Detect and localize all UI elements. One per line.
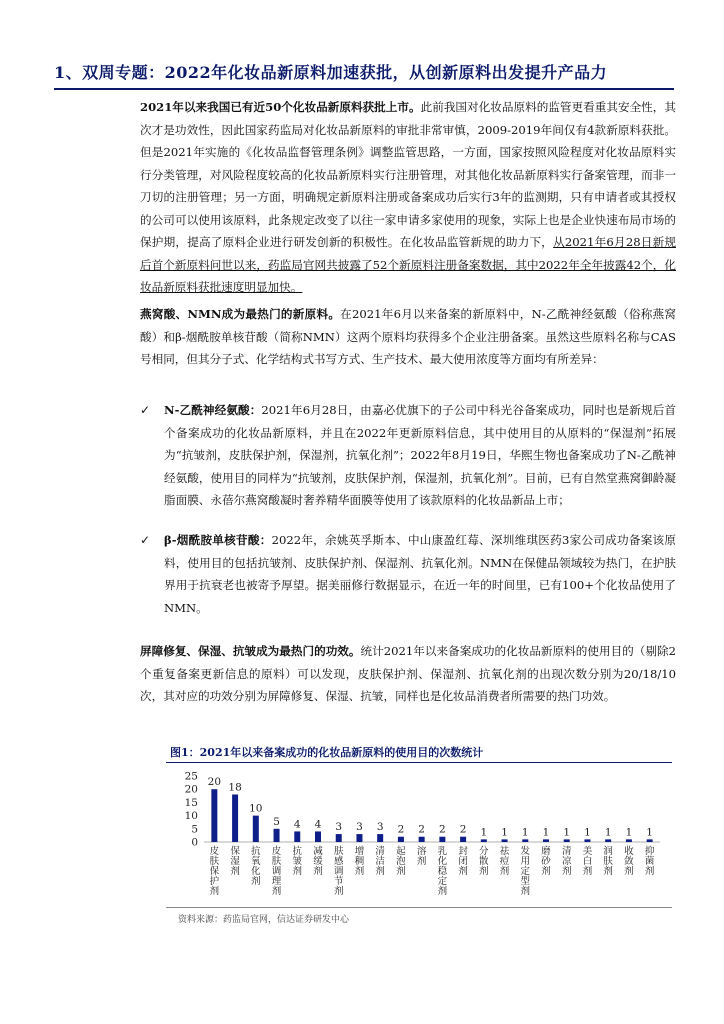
x-tick-label: 保湿剂 (230, 846, 240, 877)
x-tick-label: 皮肤保护剂 (209, 846, 220, 897)
y-tick-label: 0 (191, 836, 198, 849)
x-tick-label: 肤感调节剂 (333, 846, 344, 897)
data-label: 2 (439, 823, 446, 836)
bullet-body: 2022年，余姚英孚斯本、中山康盈红莓、深圳维琪医药3家公司成功备案该原料，使用目的包括抗皱剂、皮肤保护剂、保湿剂、抗氧化剂。NMN在保健品领域较为热门，在护肤界用于抗衰老也被寄予厚望。据美丽修行数据显示，在近一年的时间里，已有100+个化妆品使用了NMN。 (164, 533, 676, 615)
data-label: 1 (521, 826, 529, 839)
data-label: 1 (604, 826, 612, 839)
x-tick-label: 祛痘剂 (499, 846, 510, 877)
figure-title-rule (166, 762, 672, 763)
bar (274, 829, 280, 842)
bar (522, 839, 528, 842)
data-label: 2 (418, 823, 425, 836)
bar (253, 816, 259, 842)
figure-title: 图1：2021年以来备案成功的化妆品新原料的使用目的次数统计 (170, 746, 484, 759)
data-label: 18 (228, 781, 242, 794)
paragraph-lead: 屏障修复、保湿、抗皱成为最热门的功效。 (140, 644, 361, 658)
x-tick-label: 收敛剂 (624, 846, 634, 877)
x-tick-label: 抗氧化剂 (251, 846, 261, 887)
bar (356, 834, 362, 842)
title-underline (54, 88, 674, 90)
x-tick-label: 发用定型剂 (520, 846, 531, 897)
paragraph-hot-efficacy (140, 640, 676, 708)
x-tick-label: 分散剂 (479, 846, 489, 877)
x-tick-label: 美白剂 (582, 846, 593, 877)
bar (232, 794, 238, 842)
data-label: 4 (293, 818, 301, 831)
bar (460, 837, 466, 842)
data-label: 1 (625, 826, 633, 839)
data-label: 3 (376, 821, 384, 834)
data-label: 2 (459, 823, 467, 836)
paragraph-body: 统计2021年以来备案成功的化妆品新原料的使用目的（剔除2个重复备案更新信息的原料）可以发现，皮肤保护剂、保湿剂、抗氧化剂的出现次数分别为20/18/10次，其对应的功效分别为屏障修复、保湿、抗皱，同样也是化妆品消费者所需要的热门功效。 (140, 644, 676, 703)
bar (647, 839, 653, 842)
x-tick-label: 封闭剂 (458, 846, 468, 877)
y-tick-label: 5 (191, 823, 198, 836)
bar (439, 837, 445, 842)
paragraph-body: 在2021年6月以来备案的新原料中，N-乙酰神经氨酸（俗称燕窝酸）和β-烟酰胺单核苷酸（简称NMN）这两个原料均获得多个企业注册备案。虽然这些原料名称与CAS号相同，但其分子式、化学结构式书写方式、生产技术、最大使用浓度等方面均有所差异： (140, 307, 676, 366)
x-tick-label: 润肤剂 (603, 846, 613, 877)
y-tick-label: 20 (184, 783, 198, 796)
bar (564, 839, 570, 842)
x-tick-label: 清洁剂 (375, 846, 385, 877)
paragraph-lead: 燕窝酸、NMN成为最热门的新原料。 (140, 307, 341, 321)
data-label: 4 (314, 818, 322, 831)
usage-purpose-bar-chart (166, 764, 672, 904)
bullet-body: 2021年6月28日，由嘉必优旗下的子公司中科光谷备案成功，同时也是新规后首个备案成功的化妆品新原料，并且在2022年更新原料信息，其中使用目的从原料的“保湿剂”拓展为“抗皱剂，皮肤保护剂，保湿剂，抗氧化剂”；2022年8月19日，华熙生物也备案成功了N-乙酰神经氨酸，使用目的同样为“抗皱剂，皮肤保护剂，保湿剂，抗氧化剂”。目前，已有自然堂燕窝御龄凝脂面膜、永蓓尔燕窝酸凝时奢养精华面膜等使用了该款原料的化妆品新品上市； (164, 403, 676, 507)
bullet-text (164, 529, 676, 619)
x-tick-label: 减缓剂 (313, 846, 323, 877)
data-label: 5 (273, 815, 280, 828)
paragraph-underlined: 从2021年6月28日新规后首个新原料问世以来，药监局官网共披露了52个新原料注册备案数据，其中2022年全年披露42个，化妆品新原料获批速度明显加快。 (140, 235, 676, 294)
bar (377, 834, 383, 842)
x-tick-label: 乳化稳定剂 (437, 846, 448, 897)
figure-source: 资料来源：药监局官网，信达证券研发中心 (178, 915, 350, 925)
data-label: 1 (501, 826, 508, 839)
y-tick-label: 15 (184, 796, 198, 809)
bullet-sialic-acid (140, 399, 676, 512)
bar (294, 831, 300, 842)
check-icon: ✓ (140, 533, 151, 547)
data-label: 1 (646, 826, 653, 839)
x-tick-label: 起泡剂 (396, 846, 406, 877)
bar (543, 839, 549, 842)
data-label: 3 (356, 821, 363, 834)
x-tick-label: 清凉剂 (561, 846, 572, 877)
x-tick-label: 增稠剂 (354, 846, 365, 877)
y-tick-label: 25 (184, 770, 198, 783)
data-label: 20 (207, 776, 222, 789)
bar (584, 839, 590, 842)
data-label: 1 (563, 826, 571, 839)
data-label: 2 (397, 823, 405, 836)
x-tick-label: 抗皱剂 (292, 846, 303, 877)
y-tick-label: 10 (184, 810, 198, 823)
data-label: 10 (249, 802, 263, 815)
bullet-lead: N-乙酰神经氨酸： (164, 403, 262, 417)
bar (211, 789, 217, 842)
bullet-text (164, 399, 676, 512)
x-tick-label: 抑菌剂 (644, 846, 655, 877)
data-label: 1 (542, 826, 550, 839)
bullet-lead: β-烟酰胺单核苷酸： (164, 533, 272, 547)
source-rule (166, 907, 672, 908)
bar (605, 839, 611, 842)
bar (315, 831, 321, 842)
paragraph-body: 此前我国对化妆品原料的监管更看重其安全性，其次才是功效性，因此国家药监局对化妆品新原料的审批非常审慎，2009-2019年间仅有4款新原料获批。但是2021年实施的《化妆品监督管理条例》调整监管思路，一方面，国家按照风险程度对化妆品原料实行分类管理，对风险程度较高的化妆品新原料实行注册管理，对其他化妆品新原料实行备案管理，而非一刀切的注册管理；另一方面，明确规定新原料注册或备案成功后实行3年的监测期，只有申请者或其授权的公司可以使用该原料，此条规定改变了以往一家申请多家使用的现象，实际上也是企业快速布局市场的保护期，提高了原料企业进行研发创新的积极性。在化妆品监管新规的助力下， (140, 100, 676, 249)
bar (398, 837, 404, 842)
data-label: 3 (335, 821, 343, 834)
paragraph-hot-ingredients (140, 303, 676, 371)
x-tick-label: 溶剂 (416, 846, 427, 867)
paragraph-lead: 2021年以来我国已有近50个化妆品新原料获批上市。 (140, 100, 421, 114)
data-label: 1 (584, 826, 591, 839)
bullet-nmn (140, 529, 676, 619)
bar (419, 837, 425, 842)
x-tick-label: 磨砂剂 (541, 846, 551, 877)
data-label: 1 (480, 826, 488, 839)
section-title: 1、双周专题：2022年化妆品新原料加速获批，从创新原料出发提升产品力 (54, 63, 608, 82)
x-tick-label: 皮肤调理剂 (271, 846, 282, 897)
bar (481, 839, 487, 842)
bar (626, 839, 632, 842)
bar (336, 834, 342, 842)
check-icon: ✓ (140, 403, 151, 417)
paragraph-new-ingredients (140, 96, 676, 299)
bar (502, 839, 508, 842)
